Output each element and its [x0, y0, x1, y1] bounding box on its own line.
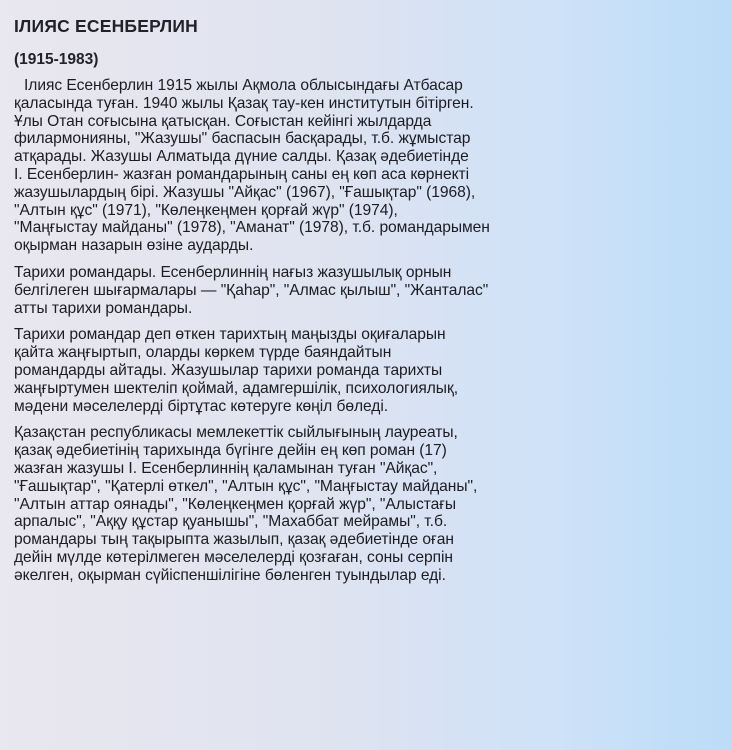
paragraph-line: оқырман назарын өзіне аударды. — [14, 237, 254, 255]
paragraph-3 — [14, 326, 706, 415]
paragraph-line: романдарды айтады. Жазушылар тарихи романда тарихты — [14, 361, 443, 379]
paragraph-line: атқарады. Жазушы Алматыда дүние салды. Қазақ әдебиетінде — [14, 148, 469, 166]
paragraph-line: белгілеген шығармалары — "Қаһар", "Алмас қылыш", "Жанталас" — [14, 281, 489, 299]
paragraph-line: арпалыс", "Аққу құстар қуанышы", "Махаббат мейрамы", т.б. — [14, 513, 448, 531]
paragraph-line: мәдени мәселелерді біртұтас көтеруге көңіл бөледі. — [14, 397, 389, 415]
paragraph-line: дейін мүлде көтерілмеген мәселелерді қозғаған, соны серпін — [14, 548, 453, 566]
paragraph-line: "Маңғыстау майданы" (1978), "Аманат" (1978), т.б. романдарымен — [14, 219, 490, 237]
life-years: (1915-1983) — [14, 51, 99, 68]
paragraph-line: қаласында туған. 1940 жылы Қазақ тау-кен институтын бітірген. — [14, 94, 474, 112]
paragraph-line: Ілияс Есенберлин 1915 жылы Ақмола облысындағы Атбасар — [24, 77, 463, 94]
paragraph-line: І. Есенберлин- жазған романдарының саны ең көп аса көрнекті — [14, 165, 470, 183]
paragraph-line: Тарихи романдары. Есенберлиннің нағыз жазушылық орнын — [14, 263, 452, 281]
paragraph-line: жазушылардың бірі. Жазушы "Айқас" (1967), "Ғашықтар" (1968), — [14, 183, 476, 201]
paragraph-4 — [14, 424, 706, 584]
paragraph-2 — [14, 264, 706, 317]
paragraph-line: Тарихи романдар деп өткен тарихтың маңызды оқиғаларын — [14, 326, 446, 344]
paragraph-line: "Алтын құс" (1971), "Көлеңкеңмен қорғай жүр" (1974), — [14, 201, 398, 219]
paragraph-line: қайта жаңғыртып, оларды көркем түрде баяндайтын — [14, 344, 392, 362]
paragraph-line: романдары тың тақырыпта жазылып, қазақ әдебиетінде оған — [14, 531, 454, 549]
document-page — [14, 16, 706, 594]
paragraph-line: атты тарихи романдары. — [14, 299, 193, 317]
document-title: ІЛИЯС ЕСЕНБЕРЛИН — [14, 16, 198, 36]
paragraph-line: "Ғашықтар", "Қатерлі өткел", "Алтын құс", "Маңғыстау майданы", — [14, 477, 478, 495]
paragraph-line: қазақ әдебиетінің тарихында бүгінге дейін ең көп роман (17) — [14, 442, 447, 460]
paragraph-line: Ұлы Отан соғысына қатысқан. Соғыстан кейінгі жылдарда — [14, 112, 432, 130]
paragraph-line: "Алтын аттар оянады", "Көлеңкеңмен қорғай жүр", "Алыстағы — [14, 495, 457, 513]
document-body — [14, 77, 706, 585]
paragraph-1 — [14, 77, 706, 255]
paragraph-line: жазған жазушы І. Есенберлиннің қаламынан туған "Айқас", — [14, 459, 438, 477]
paragraph-line: жаңғыртумен шектеліп қоймай, адамгершілік, психологиялық, — [14, 379, 459, 397]
paragraph-line: филармонияны, "Жазушы" баспасын басқарады, т.б. жұмыстар — [14, 130, 471, 148]
paragraph-line: әкелген, оқырман сүйіспеншілігіне бөленген туындылар еді. — [14, 566, 446, 584]
paragraph-line: Қазақстан республикасы мемлекеттік сыйлығының лауреаты, — [14, 424, 458, 442]
